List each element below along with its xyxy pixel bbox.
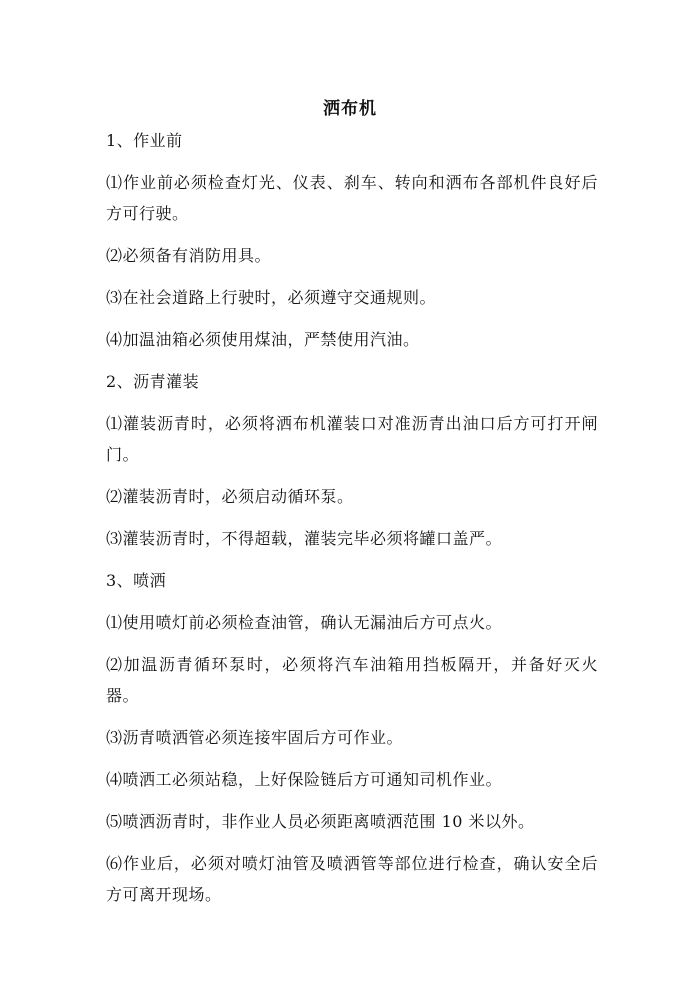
list-item: ⑸喷洒沥青时，非作业人员必须距离喷洒范围 10 米以外。	[106, 812, 535, 831]
list-item: ⑶在社会道路上行驶时，必须遵守交通规则。	[106, 288, 437, 307]
list-item: ⑴作业前必须检查灯光、仪表、刹车、转向和洒布各部机件良好后方可行驶。	[106, 173, 598, 223]
list-item: ⑵加温沥青循环泵时，必须将汽车油箱用挡板隔开，并备好灭火器。	[106, 655, 598, 705]
section-before-work	[106, 125, 598, 355]
list-item: ⑴使用喷灯前必须检查油管，确认无漏油后方可点火。	[106, 613, 503, 632]
list-item: ⑵灌装沥青时，必须启动循环泵。	[106, 487, 354, 506]
list-item: ⑴灌装沥青时，必须将洒布机灌装口对准沥青出油口后方可打开闸门。	[106, 414, 598, 464]
list-item: ⑶灌装沥青时，不得超载，灌装完毕必须将罐口盖严。	[106, 529, 503, 548]
list-item: ⑶沥青喷洒管必须连接牢固后方可作业。	[106, 728, 404, 747]
document-title: 洒布机	[323, 99, 377, 119]
section-heading: 2、沥青灌装	[106, 372, 200, 391]
section-heading: 1、作业前	[106, 131, 183, 150]
list-item: ⑵必须备有消防用具。	[106, 246, 272, 265]
list-item: ⑹作业后，必须对喷灯油管及喷洒管等部位进行检查，确认安全后方可离开现场。	[106, 854, 598, 904]
document-body	[106, 125, 598, 921]
section-spraying	[106, 565, 598, 910]
list-item: ⑷加温油箱必须使用煤油，严禁使用汽油。	[106, 330, 420, 349]
section-heading: 3、喷洒	[106, 571, 167, 590]
list-item: ⑷喷洒工必须站稳，上好保险链后方可通知司机作业。	[106, 770, 503, 789]
section-asphalt-filling	[106, 366, 598, 554]
